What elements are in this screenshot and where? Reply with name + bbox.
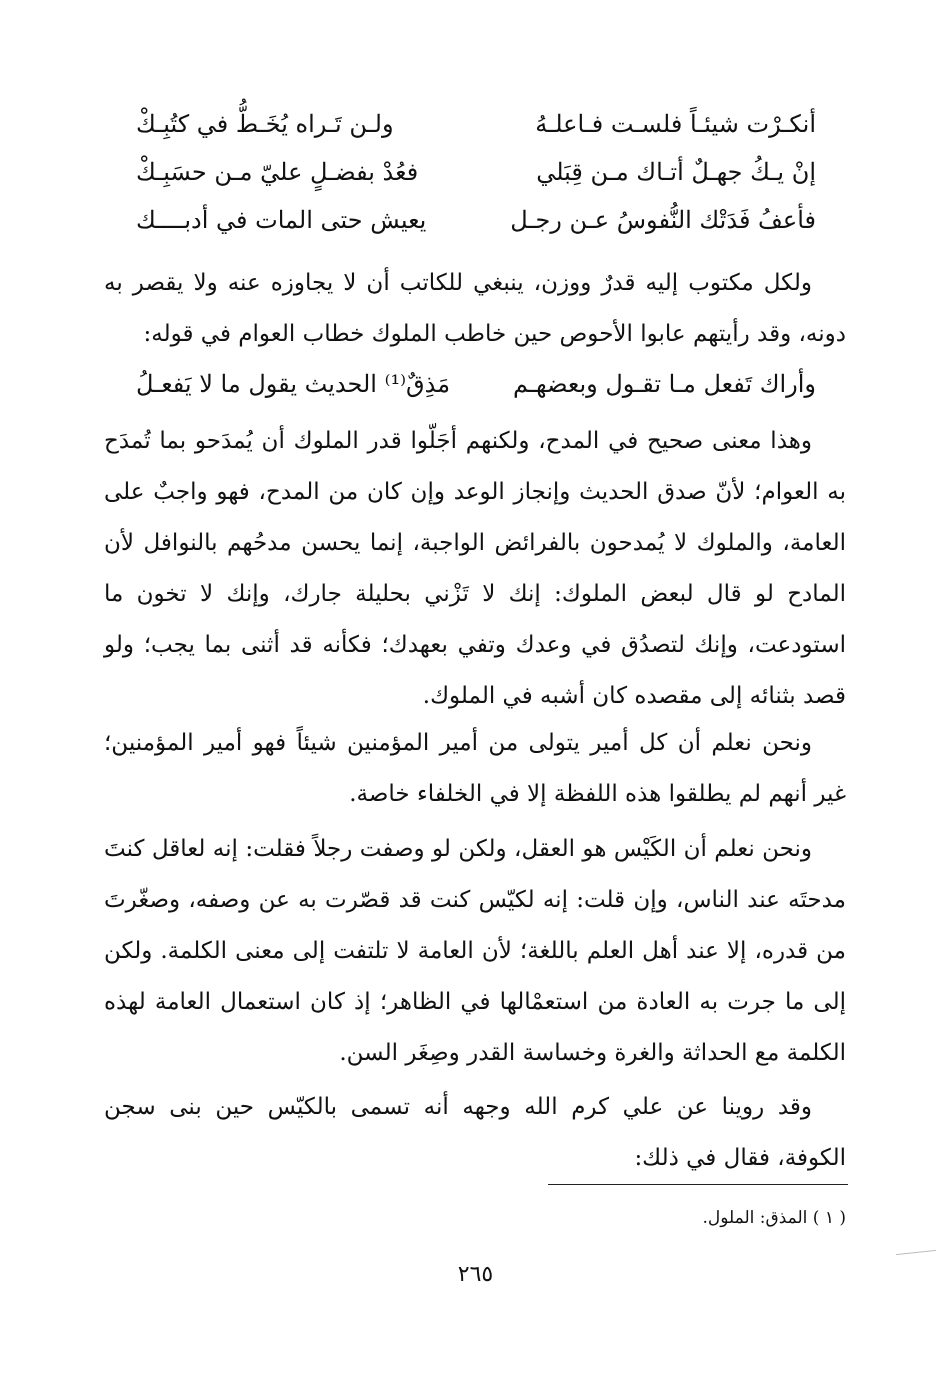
- verse-1-second-hemistich: ولـن تَـراه يُخَـطُّ في كتُبِـكْ: [136, 110, 394, 138]
- paragraph-2: وهذا معنى صحيح في المدح، ولكنهم أجَلّوا قدر الملوك أن يُمدَحو بما تُمدَح به العوام؛ لأنّ صدق الحديث وإنجاز الوعد وإن كان من المدح، فهو واجبٌ على العامة، والملوك لا يُمدحون بالفرائض الواجبة، إنما يحسن مدحُهم بالنوافل لأن المادح لو قال لبعض الملوك: إنك لا تَزْني بحليلة جارك، وإنك لا تخون ما استودعت، وإنك لتصدُق في وعدك وتفي بعهدك؛ فكأنه قد أثنى بما يجب؛ ولو قصد بثنائه إلى مقصده كان أشبه في الملوك.: [104, 428, 846, 709]
- paragraph-3: ونحن نعلم أن كل أمير يتولى من أمير المؤمنين شيئاً فهو أمير المؤمنين؛ غير أنهم لم يطلقوا هذه اللفظة إلا في الخلفاء خاصة.: [104, 730, 846, 807]
- scan-margin-mark: [896, 1250, 936, 1255]
- verse-line-1: [136, 100, 816, 148]
- verse-line-4: [136, 360, 816, 408]
- paragraph-4: ونحن نعلم أن الكَيْس هو العقل، ولكن لو وصفت رجلاً فقلت: إنه لعاقل كنتَ مدحتَه عند الناس، وإن قلت: إنه لكيّس كنت قد قصّرت به عن وصفه، وصغّرتَ من قدره، إلا عند أهل العلم باللغة؛ لأن العامة لا تلتفت إلى معنى الكلمة. ولكن إلى ما جرت به العادة من استعمْالها في الظاهر؛ إذ كان استعمال العامة لهذه الكلمة مع الحداثة والغرة وخساسة القدر وصِغَر السن.: [104, 836, 846, 1066]
- verse-2-second-hemistich: فعُدْ بفضـلٍ عليّ مـن حسَبِـكْ: [136, 158, 419, 186]
- verse-4-first-hemistich: وأراك تَفعل مـا تقـول وبعضهـم: [513, 370, 816, 398]
- verse-4-second-hemistich: مَذِقٌ⁽¹⁾ الحديث يقول ما لا يَفعـلُ: [136, 370, 451, 398]
- verse-3-first-hemistich: فأعفُ فَدَتْك النُّفوسُ عـن رجـل: [510, 206, 816, 234]
- verse-line-3: [136, 196, 816, 244]
- paragraph-5: وقد روينا عن علي كرم الله وجهه أنه تسمى بالكيّس حين بنى سجن الكوفة، فقال في ذلك:: [104, 1094, 846, 1171]
- footnote-divider: [548, 1184, 848, 1185]
- page-number: ٢٦٥: [457, 1262, 494, 1287]
- verse-3-second-hemistich: يعيش حتى المات في أدبــــك: [136, 206, 427, 234]
- verse-2-first-hemistich: إنْ يـكُ جهـلٌ أتـاك مـن قِبَلي: [536, 158, 816, 186]
- paragraph-1: ولكل مكتوب إليه قدرٌ ووزن، ينبغي للكاتب أن لا يجاوزه عنه ولا يقصر به دونه، وقد رأيتهم عابوا الأحوص حين خاطب الملوك خطاب العوام في قوله:: [104, 270, 846, 347]
- footnote: ( ١ ) المذق: الملول.: [702, 1208, 846, 1228]
- verse-line-2: [136, 148, 816, 196]
- verse-1-first-hemistich: أنكـرْت شيئـاً فلسـت فـاعلـهُ: [535, 110, 816, 138]
